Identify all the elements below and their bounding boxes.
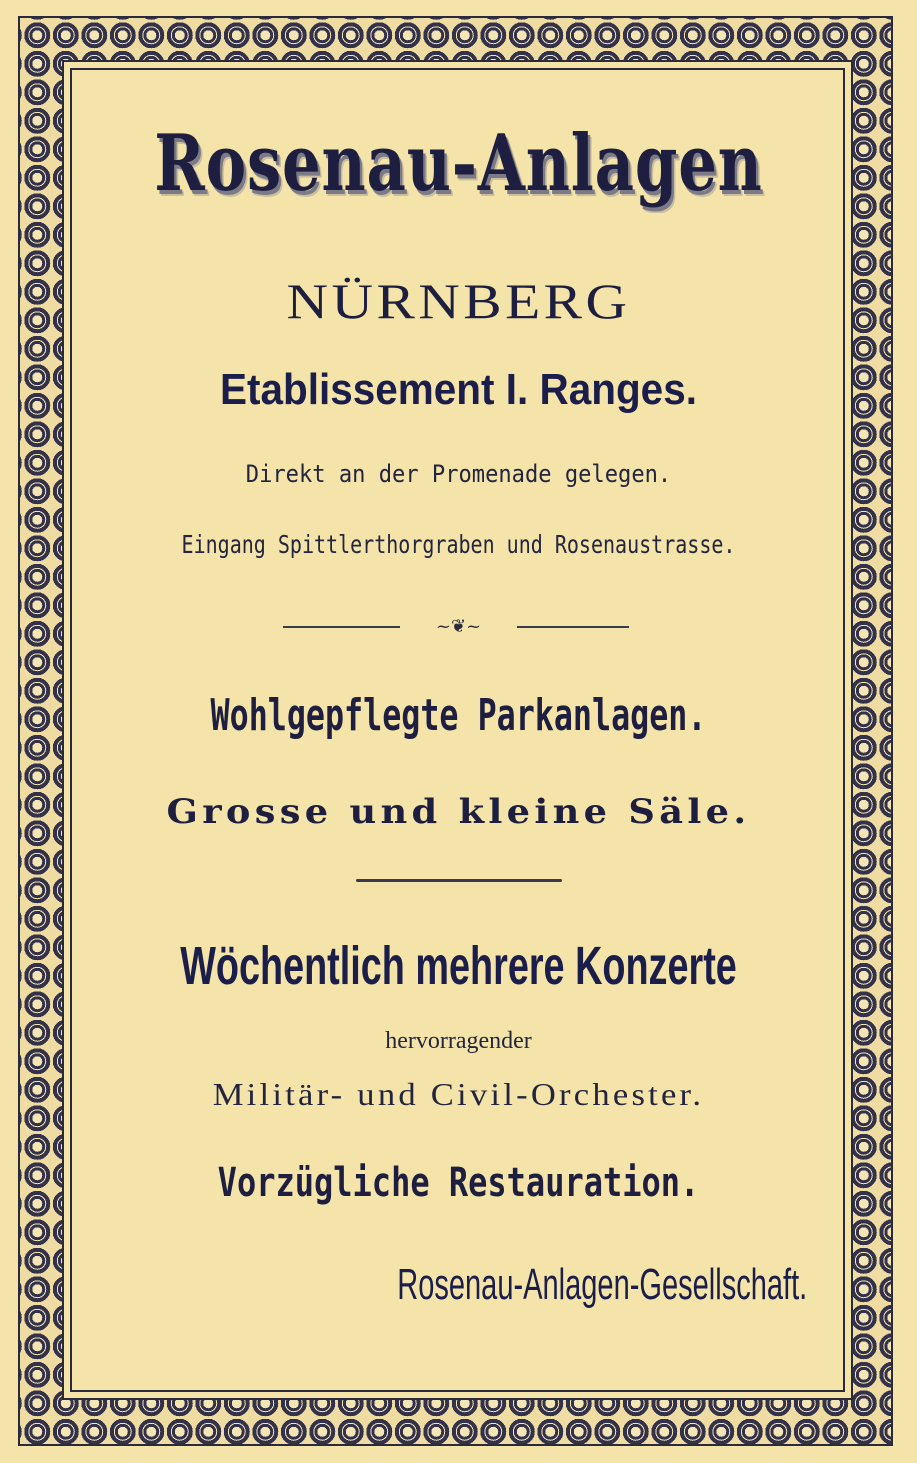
divider-rule <box>356 879 562 882</box>
poster-title: Rosenau-Anlagen <box>154 118 763 209</box>
halls-heading: Grosse und kleine Säle. <box>166 792 751 832</box>
location-line: Direkt an der Promenade gelegen. <box>245 460 672 488</box>
establishment-rank: Etablissement I. Ranges. <box>220 365 697 414</box>
ornament-flourish-icon: ~❦~ <box>400 616 517 638</box>
concerts-subline: hervorragender <box>385 1028 532 1054</box>
concerts-heading: Wöchentlich mehrere Konzerte <box>180 936 737 996</box>
restaurant-line: Vorzügliche Restauration. <box>217 1160 700 1206</box>
city-name: NÜRNBERG <box>286 273 631 329</box>
entrance-line: Eingang Spittlerthorgraben und Rosenaustrasse. <box>181 530 736 559</box>
orchestras-line: Militär- und Civil-Orchester. <box>212 1076 705 1112</box>
company-signature: Rosenau-Anlagen-Gesellschaft. <box>396 1260 807 1309</box>
parks-heading: Wohlgepflegte Parkanlagen. <box>210 690 707 741</box>
